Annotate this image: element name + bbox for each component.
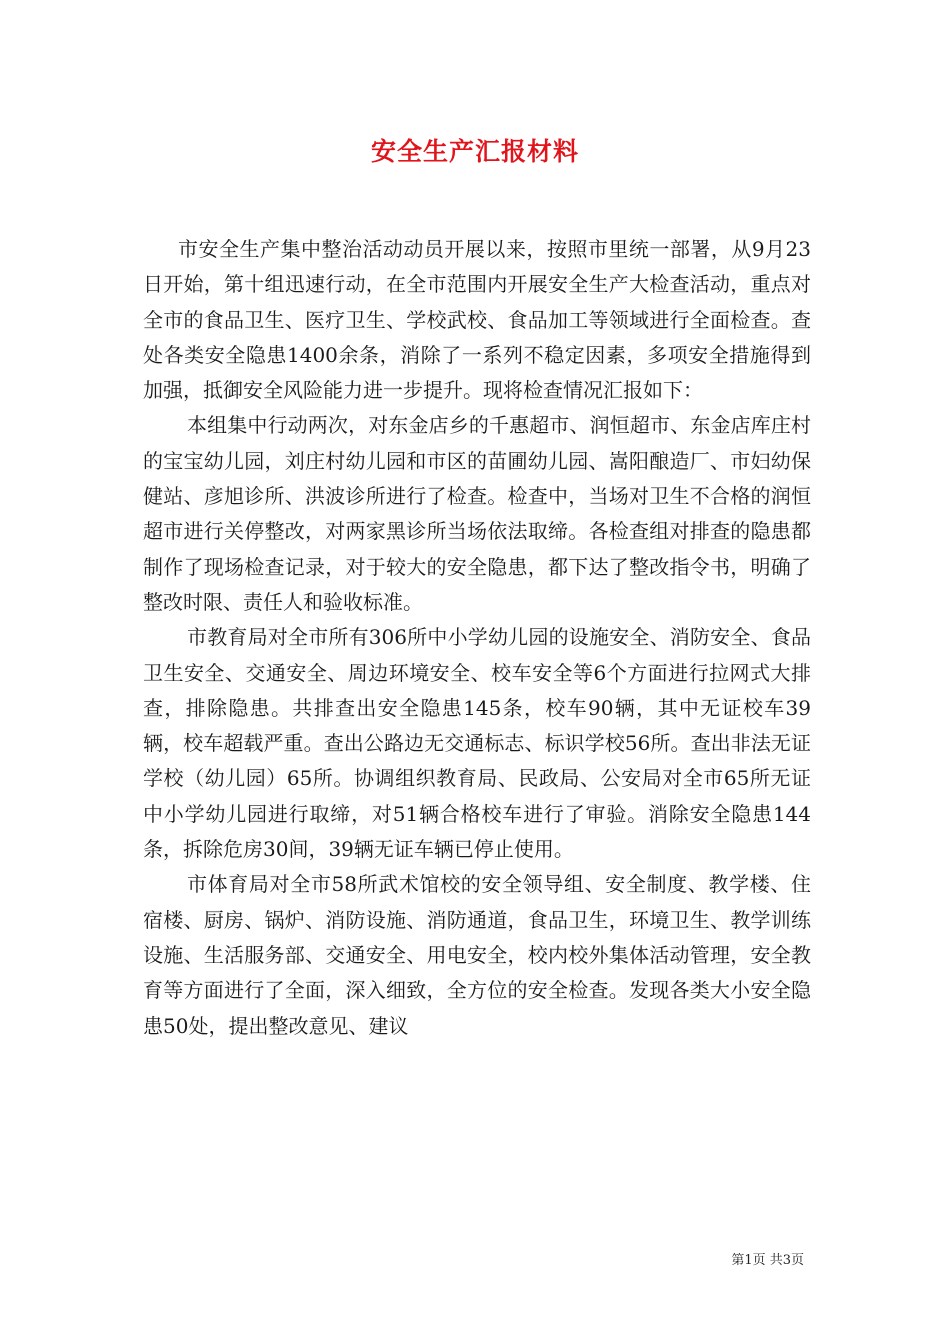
document-body [143, 232, 811, 1044]
paragraph-intro: 市安全生产集中整治活动动员开展以来，按照市里统一部署，从9月23日开始，第十组迅速行动，在全市范围内开展安全生产大检查活动，重点对全市的食品卫生、医疗卫生、学校武校、食品加工等领域进行全面检查。查处各类安全隐患1400余条，消除了一系列不稳定因素，多项安全措施得到加强，抵御安全风险能力进一步提升。现将检查情况汇报如下： [143, 237, 811, 403]
document-title: 安全生产汇报材料 [370, 137, 579, 166]
paragraph-sports-bureau: 市体育局对全市58所武术馆校的安全领导组、安全制度、教学楼、住宿楼、厨房、锅炉、消防设施、消防通道，食品卫生，环境卫生、教学训练设施、生活服务部、交通安全、用电安全，校内校外集体活动管理，安全教育等方面进行了全面，深入细致，全方位的安全检查。发现各类大小安全隐患50处，提出整改意见、建议 [143, 872, 811, 1038]
page-number: 第1页 共3页 [731, 1253, 804, 1268]
paragraph-education-bureau: 市教育局对全市所有306所中小学幼儿园的设施安全、消防安全、食品卫生安全、交通安全、周边环境安全、校车安全等6个方面进行拉网式大排查，排除隐患。共排查出安全隐患145条，校车90辆，其中无证校车39辆，校车超载严重。查出公路边无交通标志、标识学校56所。查出非法无证学校（幼儿园）65所。协调组织教育局、民政局、公安局对全市65所无证中小学幼儿园进行取缔，对51辆合格校车进行了审验。消除安全隐患144条，拆除危房30间，39辆无证车辆已停止使用。 [143, 625, 811, 862]
paragraph-group-inspection: 本组集中行动两次，对东金店乡的千惠超市、润恒超市、东金店库庄村的宝宝幼儿园，刘庄村幼儿园和市区的苗圃幼儿园、嵩阳酿造厂、市妇幼保健站、彦旭诊所、洪波诊所进行了检查。检查中，当场对卫生不合格的润恒超市进行关停整改，对两家黑诊所当场依法取缔。各检查组对排查的隐患都制作了现场检查记录，对于较大的安全隐患，都下达了整改指令书，明确了整改时限、责任人和验收标准。 [143, 413, 811, 614]
